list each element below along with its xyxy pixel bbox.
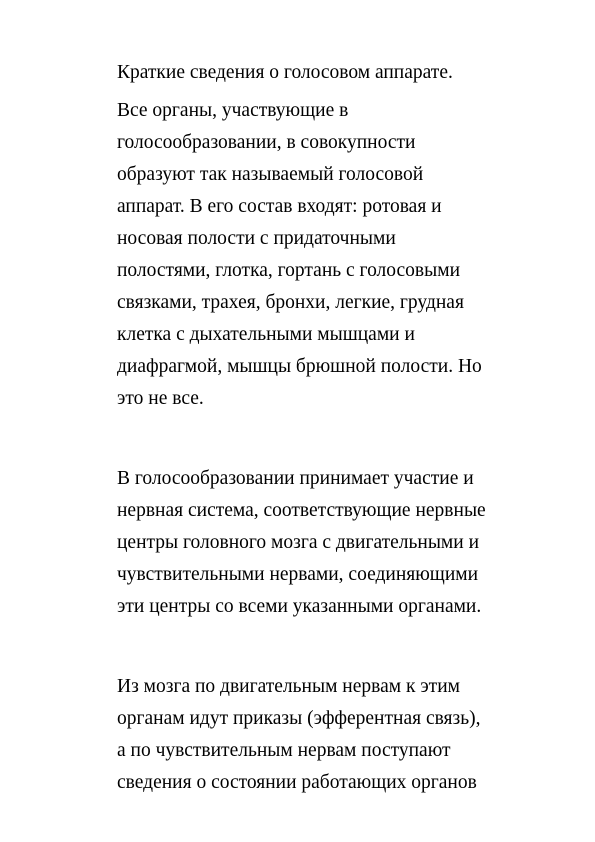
text-line: В голосообразовании принимает участие и [117, 468, 474, 489]
text-line: центры головного мозга с двигательными и [117, 532, 480, 553]
text-line: связками, трахея, бронхи, легкие, грудная [117, 292, 464, 313]
text-line: Из мозга по двигательным нервам к этим [117, 676, 460, 697]
text-line: полостями, глотка, гортань с голосовыми [117, 260, 461, 281]
text-line: носовая полости с придаточными [117, 228, 396, 249]
text-line: а по чувствительным нервам поступают [117, 740, 451, 761]
document-title: Краткие сведения о голосовом аппарате. [117, 62, 453, 83]
text-line: нервная система, соответствующие нервные [117, 500, 486, 521]
text-line: органам идут приказы (эфферентная связь), [117, 708, 481, 729]
text-line: эти центры со всеми указанными органами. [117, 596, 482, 617]
text-line: это не все. [117, 388, 204, 409]
text-line: голосообразовании, в совокупности [117, 132, 416, 153]
text-line: образуют так называемый голосовой [117, 164, 424, 185]
text-line: клетка с дыхательными мышцами и [117, 324, 415, 345]
text-line: аппарат. В его состав входят: ротовая и [117, 196, 442, 217]
text-line: диафрагмой, мышцы брюшной полости. Но [117, 356, 482, 377]
text-line: чувствительными нервами, соединяющими [117, 564, 479, 585]
text-line: Все органы, участвующие в [117, 100, 349, 121]
text-line: сведения о состоянии работающих органов [117, 772, 477, 793]
